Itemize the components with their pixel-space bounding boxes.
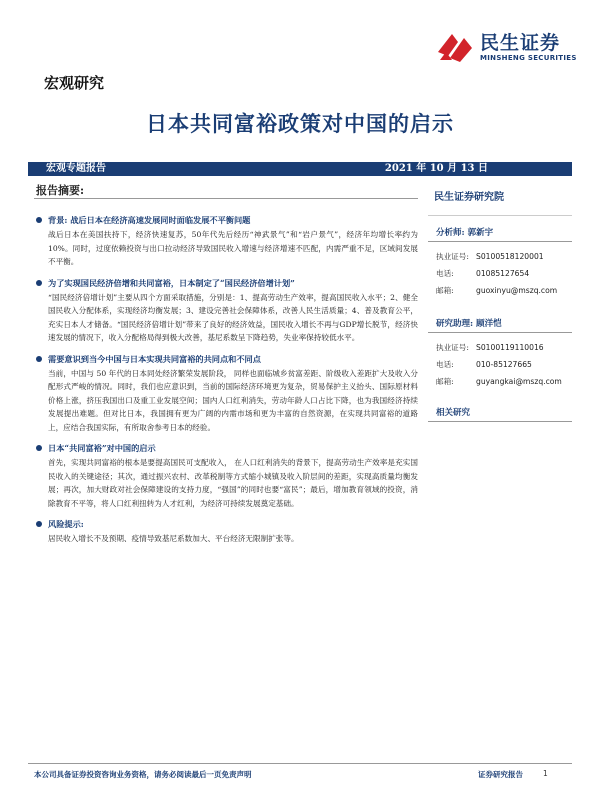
assistant-phone-row: 电话: 010-85127665 <box>428 356 572 373</box>
sidebar-divider <box>428 215 572 216</box>
analyst-name: 郭新宇 <box>467 228 494 238</box>
section-text-implications: 首先，实现共同富裕的根本是要提高国民可支配收入， 在人口红利消失的背景下，提高劳动生产效率是充实国民收入的关键途径；其次，通过振兴农村、改革税制等方式缩小城镇及收入阶层间的差距，实现高质量均衡发展；再次，加大财政对社会保障建设的支持力度，“强国”的同时也要“富民”；最后，增加教育领域的投资，消除教育不平等，将人口红利扭转为人才红利，为经济可持续发展奠定基础。 <box>48 458 418 508</box>
assistant-cert-row: 执业证号: S0100119110016 <box>428 339 572 356</box>
assistant-cert: S0100119110016 <box>476 343 544 352</box>
section-label: 宏观研究 <box>44 74 105 92</box>
related-research-heading: 相关研究 <box>428 406 572 422</box>
assistant-email: guyangkai@mszq.com <box>476 377 562 386</box>
footer-disclaimer: 本公司具备证券投资咨询业务资格，请务必阅读最后一页免责声明 <box>34 770 252 779</box>
bullet-icon <box>36 356 42 362</box>
analyst-phone: 01085127654 <box>476 269 530 278</box>
assistant-heading: 研究助理: 顾洋恺 <box>428 317 572 333</box>
section-heading-comparison: 需要意识到当今中国与日本实现共同富裕的共同点和不同点 <box>34 353 418 365</box>
bullet-icon <box>36 217 42 223</box>
institute-name: 民生证券研究院 <box>434 192 504 203</box>
bullet-icon <box>36 445 42 451</box>
assistant-name: 顾洋恺 <box>476 319 502 329</box>
footer-divider <box>28 763 572 764</box>
analyst-cert: S0100518120001 <box>476 252 544 261</box>
report-type: 宏观专题报告 <box>46 163 106 174</box>
section-text-background: 战后日本在美国扶持下，经济快速复苏，50年代先后经历“神武景气”和“岩户景气”，经济年均增长率约为10%。同时，过度依赖投资与出口拉动经济导致国民收入增速与经济增速不匹配，内需严重不足，区域间发展不平衡。 <box>48 230 418 266</box>
section-text-plan: “国民经济倍增计划”主要从四个方面采取措施，分别是：1、提高劳动生产效率，提高国民收入水平；2、健全国民收入分配体系，实现经济均衡发展；3、建设完善社会保障体系，改善人民生活质量；4、普及教育公平，充实日本人才储备。“国民经济倍增计划”带来了良好的经济效益，国民收入增长不再与GDP增长脱节，经济快速发展的情况下，收入分配格局得到极大改善，基尼系数呈下降趋势，失业率保持较低水平。 <box>48 292 418 342</box>
section-text-comparison: 当前，中国与 50 年代的日本同处经济繁荣发展阶段， 同样也面临城乡贫富差距、阶级收入差距扩大及收入分配形式严峻的情况。同时，我们也应意识到，当前的国际经济环境更为复杂，贸易保护主义抬头、国际原材料价格上涨，挤压我国出口及重工业发展空间；国内人口红利消失，劳动年龄人口占比下降，也为我国经济持续发展提出难题。但对比日本，我国拥有更为广阔的内需市场和更为丰富的自然资源，在实现共同富裕的道路上，应结合我国实际，有所取舍参考日本的经验。 <box>48 368 418 432</box>
company-logo <box>436 30 577 64</box>
summary-body <box>34 214 418 554</box>
minsheng-logo-icon <box>436 30 474 64</box>
analyst-cert-row: 执业证号: S0100518120001 <box>428 248 572 265</box>
bullet-icon <box>36 280 42 286</box>
bullet-icon <box>36 521 42 527</box>
report-date: 2021 年 10 月 13 日 <box>384 163 488 174</box>
section-heading-plan: 为了实现国民经济倍增和共同富裕，日本制定了“国民经济倍增计划” <box>34 277 418 289</box>
logo-name-cn: 民生证券 <box>480 31 561 54</box>
page-number: 1 <box>543 769 548 778</box>
report-title: 日本共同富裕政策对中国的启示 <box>146 112 454 136</box>
footer-source: 证券研究报告 <box>478 770 523 779</box>
section-heading-risk: 风险提示: <box>34 518 418 530</box>
assistant-phone: 010-85127665 <box>476 360 532 369</box>
logo-name-en: MINSHENG SECURITIES <box>480 53 577 62</box>
analyst-phone-row: 电话: 01085127654 <box>428 265 572 282</box>
assistant-email-row: 邮箱: guyangkai@mszq.com <box>428 373 572 390</box>
section-heading-background: 背景: 战后日本在经济高速发展同时面临发展不平衡问题 <box>34 214 418 226</box>
summary-divider <box>34 198 418 199</box>
summary-heading: 报告摘要: <box>36 184 85 197</box>
analyst-heading: 分析师: 郭新宇 <box>428 226 572 242</box>
report-banner <box>28 162 572 176</box>
section-heading-implications: 日本“共同富裕”对中国的启示 <box>34 442 418 454</box>
analyst-email-row: 邮箱: guoxinyu@mszq.com <box>428 282 572 299</box>
section-text-risk: 居民收入增长不及预期、疫情导致基尼系数加大、平台经济无限制扩张等。 <box>48 534 299 543</box>
analyst-email: guoxinyu@mszq.com <box>476 286 558 295</box>
sidebar <box>428 188 572 422</box>
